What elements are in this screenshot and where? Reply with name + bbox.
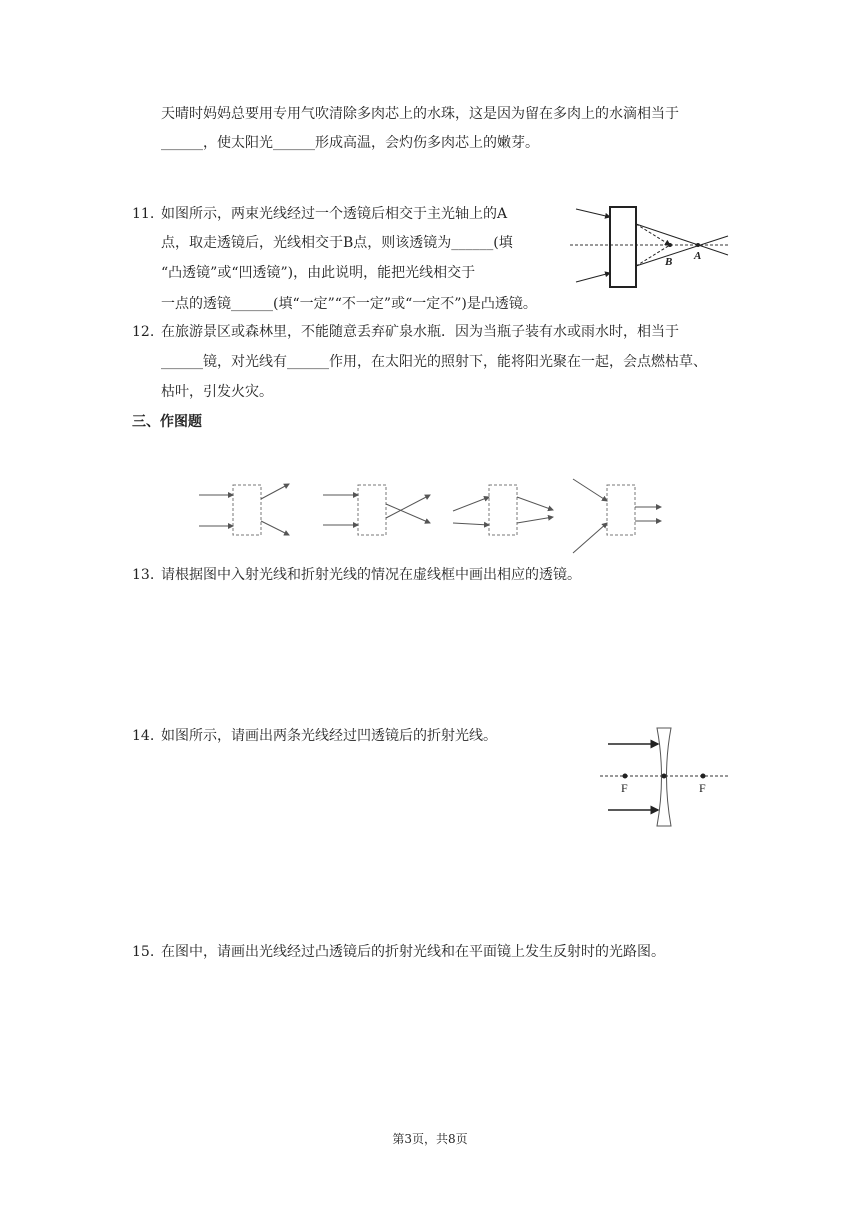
q15-number: 15. — [132, 944, 155, 960]
q12-line2: ______镜，对光线有______作用，在太阳光的照射下，能将阳光聚在一起，会点燃枯草、 — [161, 354, 707, 370]
q14-number: 14. — [132, 728, 155, 744]
q15-text: 在图中，请画出光线经过凸透镜后的折射光线和在平面镜上发生反射时的光路图。 — [161, 944, 665, 960]
q14-concave-lens-figure — [600, 724, 730, 834]
section3-title: 三、作图题 — [132, 414, 202, 430]
q13-figure-3 — [453, 485, 553, 535]
q11-label-b: B — [665, 256, 673, 268]
q11-label-a: A — [694, 250, 702, 262]
q10-continuation-line2: ______，使太阳光______形成高温，会灼伤多肉芯上的嫩芽。 — [161, 135, 539, 151]
q11-line2: 点，取走透镜后，光线相交于B点，则该透镜为______(填 — [161, 235, 513, 251]
q13-figure-1 — [199, 484, 289, 535]
q13-figure-4 — [573, 479, 661, 553]
q11-ray-bottom-out — [636, 236, 728, 266]
q13-text: 请根据图中入射光线和折射光线的情况在虚线框中画出相应的透镜。 — [161, 567, 581, 583]
q11-lens-box — [610, 207, 636, 287]
q11-line1: 如图所示，两束光线经过一个透镜后相交于主光轴上的A — [161, 206, 508, 222]
q11-number: 11. — [132, 206, 155, 222]
q12-number: 12. — [132, 324, 155, 340]
q10-continuation-line1: 天晴时妈妈总要用专用气吹清除多肉芯上的水珠，这是因为留在多肉上的水滴相当于 — [161, 106, 679, 122]
q11-ray-bottom-in — [576, 273, 610, 282]
q11-lens-figure — [570, 202, 730, 292]
q13-dashed-box-figures — [195, 477, 675, 557]
q14-text: 如图所示，请画出两条光线经过凹透镜后的折射光线。 — [161, 728, 497, 744]
q11-ray-top-in — [576, 209, 610, 217]
q14-focus-right-label: F — [699, 781, 706, 795]
q11-ray-top-out — [636, 224, 728, 255]
q12-line3: 枯叶，引发火灾。 — [161, 384, 273, 400]
q11-line3: “凸透镜”或“凹透镜”)，由此说明，能把光线相交于 — [161, 265, 476, 281]
q12-line1: 在旅游景区或森林里，不能随意丢弃矿泉水瓶．因为当瓶子装有水或雨水时，相当于 — [161, 324, 679, 340]
page-footer: 第3页，共8页 — [392, 1132, 468, 1146]
q14-focus-left-label: F — [621, 781, 628, 795]
q13-figure-2 — [323, 485, 430, 535]
q13-number: 13. — [132, 567, 155, 583]
q11-line4: 一点的透镜______(填“一定”“不一定”或“一定不”)是凸透镜。 — [161, 296, 537, 312]
